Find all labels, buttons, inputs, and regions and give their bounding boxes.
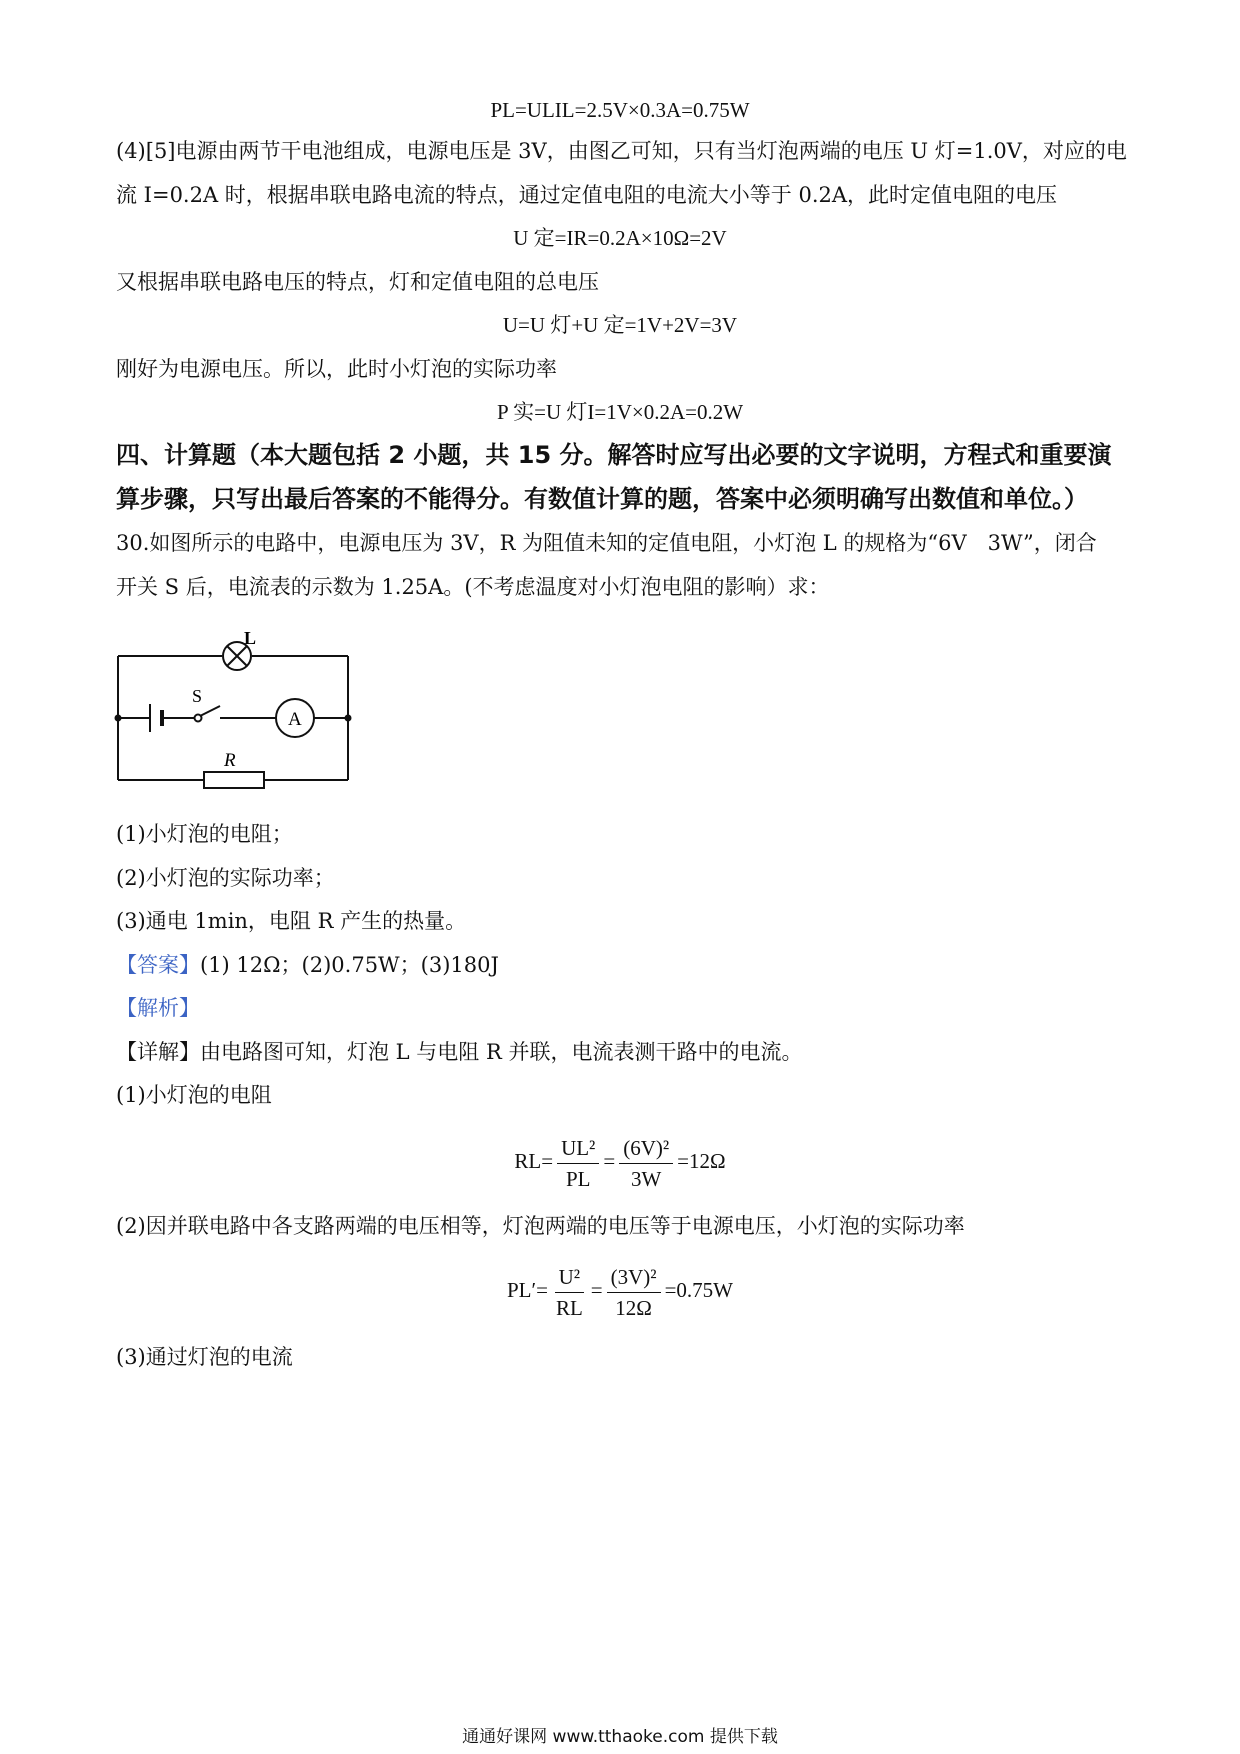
- footer-source: 通通好课网 www.tthaoke.com 提供下载: [462, 1727, 778, 1747]
- equation-u-fixed: U 定=IR=0.2A×10Ω=2V: [513, 226, 727, 250]
- paragraph-just: 刚好为电源电压。所以，此时小灯泡的实际功率: [116, 357, 557, 381]
- section-heading-line2: 算步骤，只写出最后答案的不能得分。有数值计算的题，答案中必须明确写出数值和单位。）: [116, 485, 1088, 513]
- section-heading-line1: 四、计算题（本大题包括 2 小题，共 15 分。解答时应写出必要的文字说明，方程式和重要演: [116, 441, 1112, 469]
- eq-rl-num2: (6V)²: [619, 1133, 673, 1164]
- resistor-label: R: [224, 750, 236, 771]
- eq-pl2-num2: (3V)²: [607, 1262, 661, 1293]
- equation-lamp-resistance: RL= $\frac{\text{UL²}}{PL}$ = $\frac{\text{(6V)²}}{3W}$ =12Ω: [0, 1126, 1240, 1196]
- question-1: (1)小灯泡的电阻；: [116, 822, 293, 846]
- analysis-tag: 【解析】: [116, 996, 200, 1020]
- lamp-label: L: [244, 628, 257, 648]
- eq-pl2-den1: RL: [555, 1295, 583, 1320]
- eq-rl-lhs: RL=: [514, 1149, 554, 1173]
- switch-symbol: [195, 706, 221, 722]
- eq-rl-den2: 3W: [631, 1166, 662, 1191]
- paragraph-4a: (4)[5]电源由两节干电池组成，电源电压是 3V，由图乙可知，只有当灯泡两端的电压 U 灯=1.0V，对应的电: [116, 139, 1127, 163]
- battery-symbol: [150, 704, 162, 732]
- question-2: (2)小灯泡的实际功率；: [116, 866, 335, 890]
- switch-label: S: [192, 686, 203, 706]
- equation-power-lamp: PL=ULIL=2.5V×0.3A=0.75W: [490, 98, 750, 122]
- eq-pl2-lhs: PL′=: [506, 1278, 548, 1302]
- part2-title: (2)因并联电路中各支路两端的电压相等，灯泡两端的电压等于电源电压，小灯泡的实际功率: [116, 1214, 965, 1238]
- resistor-symbol: [204, 772, 264, 788]
- detail-line: 【详解】由电路图可知，灯泡 L 与电阻 R 并联，电流表测干路中的电流。: [116, 1040, 803, 1064]
- problem-line2: 开关 S 后，电流表的示数为 1.25A。(不考虑温度对小灯泡电阻的影响）求：: [116, 575, 830, 599]
- circuit-diagram: [112, 628, 402, 798]
- answer-text: (1) 12Ω；(2)0.75W；(3)180J: [200, 953, 499, 977]
- eq-rl-frac2: [619, 1133, 673, 1194]
- part1-title: (1)小灯泡的电阻: [116, 1083, 272, 1107]
- paragraph-series: 又根据串联电路电压的特点，灯和定值电阻的总电压: [116, 270, 599, 294]
- ammeter-label: A: [288, 709, 302, 730]
- paragraph-4b: 流 I=0.2A 时，根据串联电路电流的特点，通过定值电阻的电流大小等于 0.2A，此时定值电阻的电压: [116, 183, 1058, 207]
- eq-rl-frac1: [557, 1133, 599, 1194]
- eq-pl2-frac1: [552, 1262, 587, 1323]
- eq-rl-result: =12Ω: [677, 1149, 726, 1173]
- answer-tag: 【答案】: [116, 953, 200, 977]
- eq-rl-num1: UL²: [557, 1133, 599, 1164]
- equation-u-total: U=U 灯+U 定=1V+2V=3V: [502, 313, 738, 337]
- eq-pl2-den2: 12Ω: [615, 1295, 652, 1320]
- problem-line1: 30.如图所示的电路中，电源电压为 3V，R 为阻值未知的定值电阻，小灯泡 L 的规格为“6V 3W”，闭合: [116, 531, 1097, 555]
- junction-dot-right: [345, 715, 352, 722]
- part3-title: (3)通过灯泡的电流: [116, 1345, 293, 1369]
- eq-rl-den1: PL: [565, 1166, 591, 1191]
- eq-pl2-result: =0.75W: [664, 1278, 733, 1302]
- question-3: (3)通电 1min，电阻 R 产生的热量。: [116, 909, 467, 933]
- equation-p-actual: P 实=U 灯I=1V×0.2A=0.2W: [496, 400, 744, 424]
- junction-dot-left: [115, 715, 122, 722]
- equation-actual-power: PL′= $\frac{\text{U²}}{RL}$ = $\frac{\text{(3V)²}}{12\Omega}$ =0.75W: [0, 1255, 1240, 1325]
- eq-pl2-num1: U²: [555, 1262, 584, 1293]
- answer-line: [116, 950, 1126, 980]
- eq-pl2-frac2: [607, 1262, 661, 1323]
